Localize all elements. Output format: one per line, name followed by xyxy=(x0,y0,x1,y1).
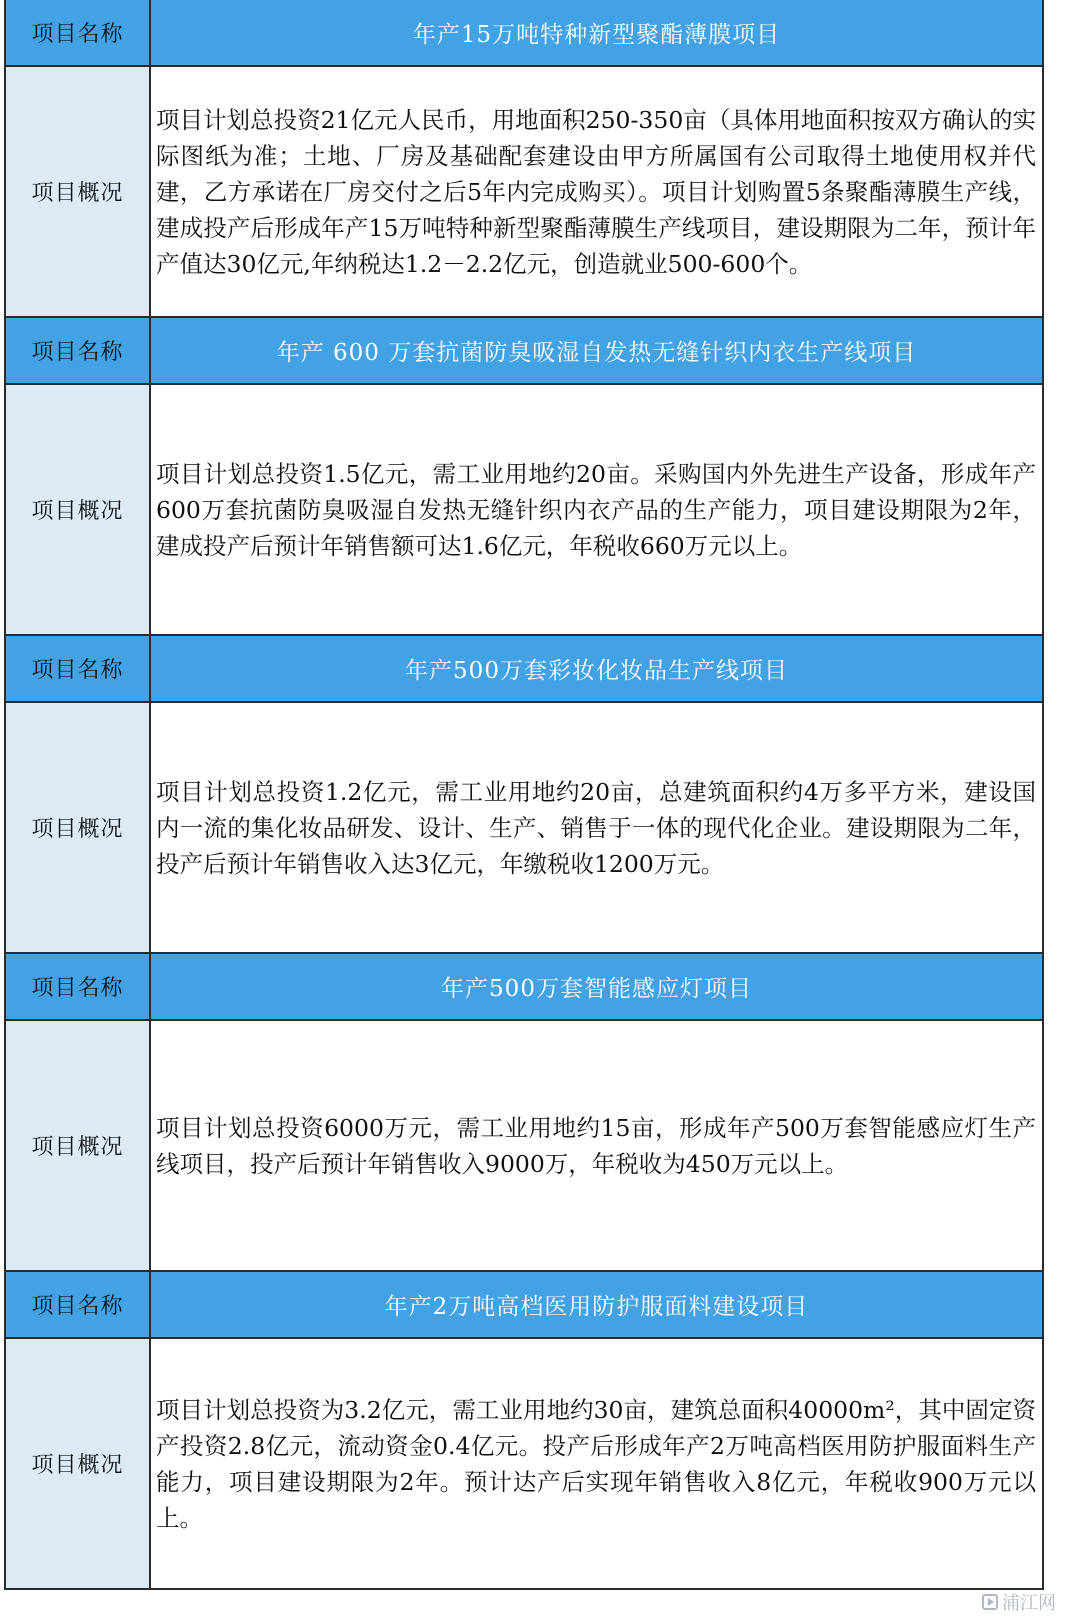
project-name-label: 项目名称 xyxy=(5,1271,150,1338)
project-summary-label: 项目概况 xyxy=(5,1338,150,1589)
play-icon xyxy=(982,1594,998,1610)
project-summary-row xyxy=(5,1020,1043,1271)
project-summary-label: 项目概况 xyxy=(5,702,150,953)
project-name-label: 项目名称 xyxy=(5,317,150,384)
project-name-row xyxy=(5,953,1043,1020)
project-summary-text: 项目计划总投资1.2亿元，需工业用地约20亩，总建筑面积约4万多平方米，建设国内一流的集化妆品研发、设计、生产、销售于一体的现代化企业。建设期限为二年，投产后预计年销售收入达3亿元，年缴税收1200万元。 xyxy=(150,702,1043,953)
project-name-row xyxy=(5,0,1043,66)
project-title: 年产15万吨特种新型聚酯薄膜项目 xyxy=(150,0,1043,66)
project-summary-text: 项目计划总投资6000万元，需工业用地约15亩，形成年产500万套智能感应灯生产线项目，投产后预计年销售收入9000万，年税收为450万元以上。 xyxy=(150,1020,1043,1271)
watermark-text: 浦江网 xyxy=(1002,1593,1056,1614)
project-title: 年产 600 万套抗菌防臭吸湿自发热无缝针织内衣生产线项目 xyxy=(150,317,1043,384)
project-table xyxy=(4,0,1044,1590)
project-summary-label: 项目概况 xyxy=(5,384,150,635)
project-name-row xyxy=(5,317,1043,384)
project-summary-label: 项目概况 xyxy=(5,1020,150,1271)
project-name-row xyxy=(5,1271,1043,1338)
project-summary-row xyxy=(5,66,1043,317)
project-summary-text: 项目计划总投资1.5亿元，需工业用地约20亩。采购国内外先进生产设备，形成年产600万套抗菌防臭吸湿自发热无缝针织内衣产品的生产能力，项目建设期限为2年，建成投产后预计年销售额可达1.6亿元，年税收660万元以上。 xyxy=(150,384,1043,635)
project-name-label: 项目名称 xyxy=(5,635,150,702)
project-summary-row xyxy=(5,384,1043,635)
site-watermark xyxy=(982,1589,1056,1615)
project-summary-text: 项目计划总投资为3.2亿元，需工业用地约30亩，建筑总面积40000m²，其中固定资产投资2.8亿元，流动资金0.4亿元。投产后形成年产2万吨高档医用防护服面料生产能力，项目建设期限为2年。预计达产后实现年销售收入8亿元，年税收900万元以上。 xyxy=(150,1338,1043,1589)
project-summary-row xyxy=(5,1338,1043,1589)
project-title: 年产500万套智能感应灯项目 xyxy=(150,953,1043,1020)
project-title: 年产2万吨高档医用防护服面料建设项目 xyxy=(150,1271,1043,1338)
project-name-row xyxy=(5,635,1043,702)
project-name-label: 项目名称 xyxy=(5,0,150,66)
project-summary-text: 项目计划总投资21亿元人民币，用地面积250-350亩（具体用地面积按双方确认的实际图纸为准；土地、厂房及基础配套建设由甲方所属国有公司取得土地使用权并代建，乙方承诺在厂房交付之后5年内完成购买）。项目计划购置5条聚酯薄膜生产线，建成投产后形成年产15万吨特种新型聚酯薄膜生产线项目，建设期限为二年，预计年产值达30亿元,年纳税达1.2－2.2亿元，创造就业500-600个。 xyxy=(150,66,1043,317)
project-title: 年产500万套彩妆化妆品生产线项目 xyxy=(150,635,1043,702)
project-summary-row xyxy=(5,702,1043,953)
project-summary-label: 项目概况 xyxy=(5,66,150,317)
project-name-label: 项目名称 xyxy=(5,953,150,1020)
